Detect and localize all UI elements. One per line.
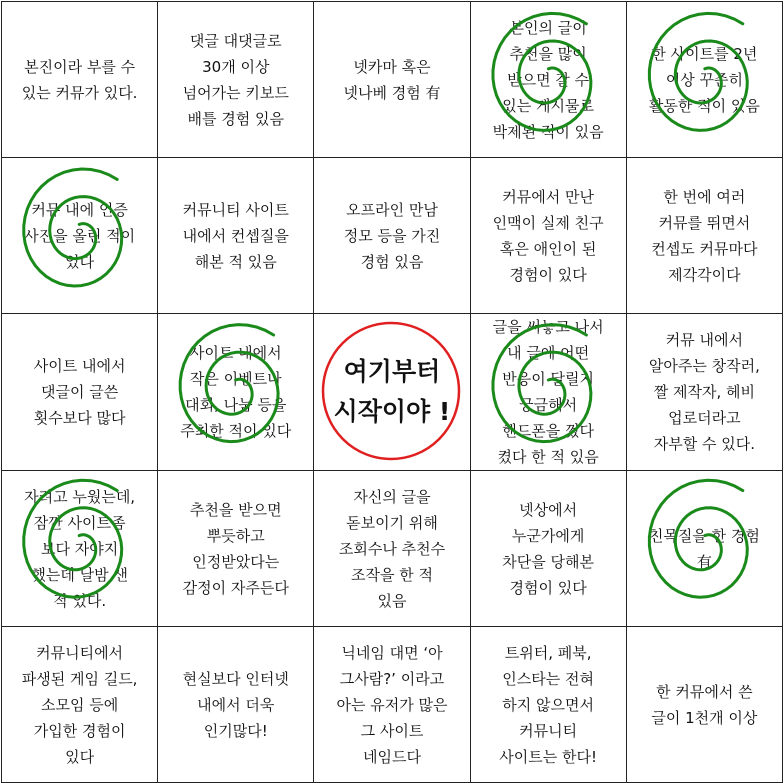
bingo-cell[interactable] xyxy=(626,627,782,783)
cell-text: 글을 써놓고 나서 내 글에 어떤 반응이 달릴지 궁금해서 핸드폰을 껐다 켰다 한 적 있음 xyxy=(492,318,604,466)
bingo-cell[interactable] xyxy=(314,158,470,314)
bingo-center-cell[interactable] xyxy=(314,314,470,471)
cell-text: 트위터, 페북, 인스타는 전혀 하지 않으면서 커뮤니티 사이트는 한다! xyxy=(499,643,598,766)
cell-text: 현실보다 인터넷 내에서 더욱 인기많다! xyxy=(182,669,289,740)
bingo-cell[interactable] xyxy=(158,471,314,627)
cell-text: 커뮤 내에 인증 사진을 올린 적이 있다 xyxy=(24,200,136,271)
cell-text: 닉네임 대면 ‘아 그사람?’ 이라고 아는 유저가 많은 그 사이트 네임드다 xyxy=(336,643,448,766)
cell-text: 커뮤니티 사이트 내에서 컨셉질을 해본 적 있음 xyxy=(182,200,289,271)
bingo-cell[interactable] xyxy=(2,2,158,158)
bingo-cell[interactable] xyxy=(470,627,626,783)
bingo-cell[interactable] xyxy=(470,158,626,314)
cell-text: 한 커뮤에서 쓴 글이 1천개 이상 xyxy=(651,682,758,727)
cell-text: 본인의 글이 추천을 많이 받으면 갈 수 있는 게시물로 박제된 적이 있음 xyxy=(492,18,604,141)
bingo-cell[interactable] xyxy=(626,2,782,158)
bingo-cell[interactable] xyxy=(2,471,158,627)
bingo-cell[interactable] xyxy=(2,314,158,471)
bingo-cell[interactable] xyxy=(626,471,782,627)
bingo-cell[interactable] xyxy=(314,471,470,627)
cell-text: 친목질을 한 경험 有 xyxy=(648,526,760,571)
cell-text: 본진이라 부를 수 있는 커뮤가 있다. xyxy=(21,57,138,102)
cell-text: 커뮤니티에서 파생된 게임 길드, 소모임 등에 가입한 경험이 있다 xyxy=(21,643,138,766)
cell-text: 자신의 글을 돋보이기 위해 조회수나 추천수 조작을 한 적 있음 xyxy=(338,487,446,610)
bingo-cell[interactable] xyxy=(470,2,626,158)
bingo-cell[interactable] xyxy=(470,471,626,627)
bingo-cell[interactable] xyxy=(2,627,158,783)
cell-text: 사이트 내에서 작은 이벤트나 대회, 나눔 등을 주최한 적이 있다 xyxy=(180,344,292,440)
bingo-cell[interactable] xyxy=(470,314,626,471)
cell-text: 한 사이트를 2년 이상 꾸준히 활동한 적이 있음 xyxy=(648,44,760,115)
cell-text: 사이트 내에서 댓글이 글쓴 횟수보다 많다 xyxy=(33,357,126,427)
cell-text: 자려고 누웠는데, 잠깐 사이트좀 보다 자야지 했는데 날밤 샌 적 있다. xyxy=(24,487,136,610)
bingo-cell[interactable] xyxy=(158,158,314,314)
cell-text: 넷상에서 누군가에게 차단을 당해본 경험이 있다 xyxy=(502,500,595,597)
cell-text: 오프라인 만남 정모 등을 가진 경험 있음 xyxy=(343,200,441,271)
center-text: 여기부터 시작이야 ! xyxy=(333,357,451,426)
bingo-cell[interactable] xyxy=(158,2,314,158)
bingo-cell[interactable] xyxy=(2,158,158,314)
cell-text: 한 번에 여러 커뮤를 뛰면서 컨셉도 커뮤마다 제각각이다 xyxy=(651,187,758,284)
bingo-grid xyxy=(1,1,783,783)
cell-text: 커뮤에서 만난 인맥이 실제 친구 혹은 애인이 된 경험이 있다 xyxy=(492,187,604,284)
bingo-cell[interactable] xyxy=(158,627,314,783)
bingo-cell[interactable] xyxy=(158,314,314,471)
bingo-cell[interactable] xyxy=(626,158,782,314)
cell-text: 넷카마 혹은 넷나베 경험 有 xyxy=(343,57,441,102)
cell-text: 커뮤 내에서 알아주는 창작러, 짤 제작자, 헤비 업로더라고 자부할 수 있다. xyxy=(648,331,760,453)
cell-text: 추천을 받으면 뿌듯하고 인정받았다는 감정이 자주든다 xyxy=(182,500,289,597)
cell-text: 댓글 대댓글로 30개 이상 넘어가는 키보드 배틀 경험 있음 xyxy=(182,31,289,128)
bingo-cell[interactable] xyxy=(626,314,782,471)
bingo-cell[interactable] xyxy=(314,2,470,158)
bingo-cell[interactable] xyxy=(314,627,470,783)
